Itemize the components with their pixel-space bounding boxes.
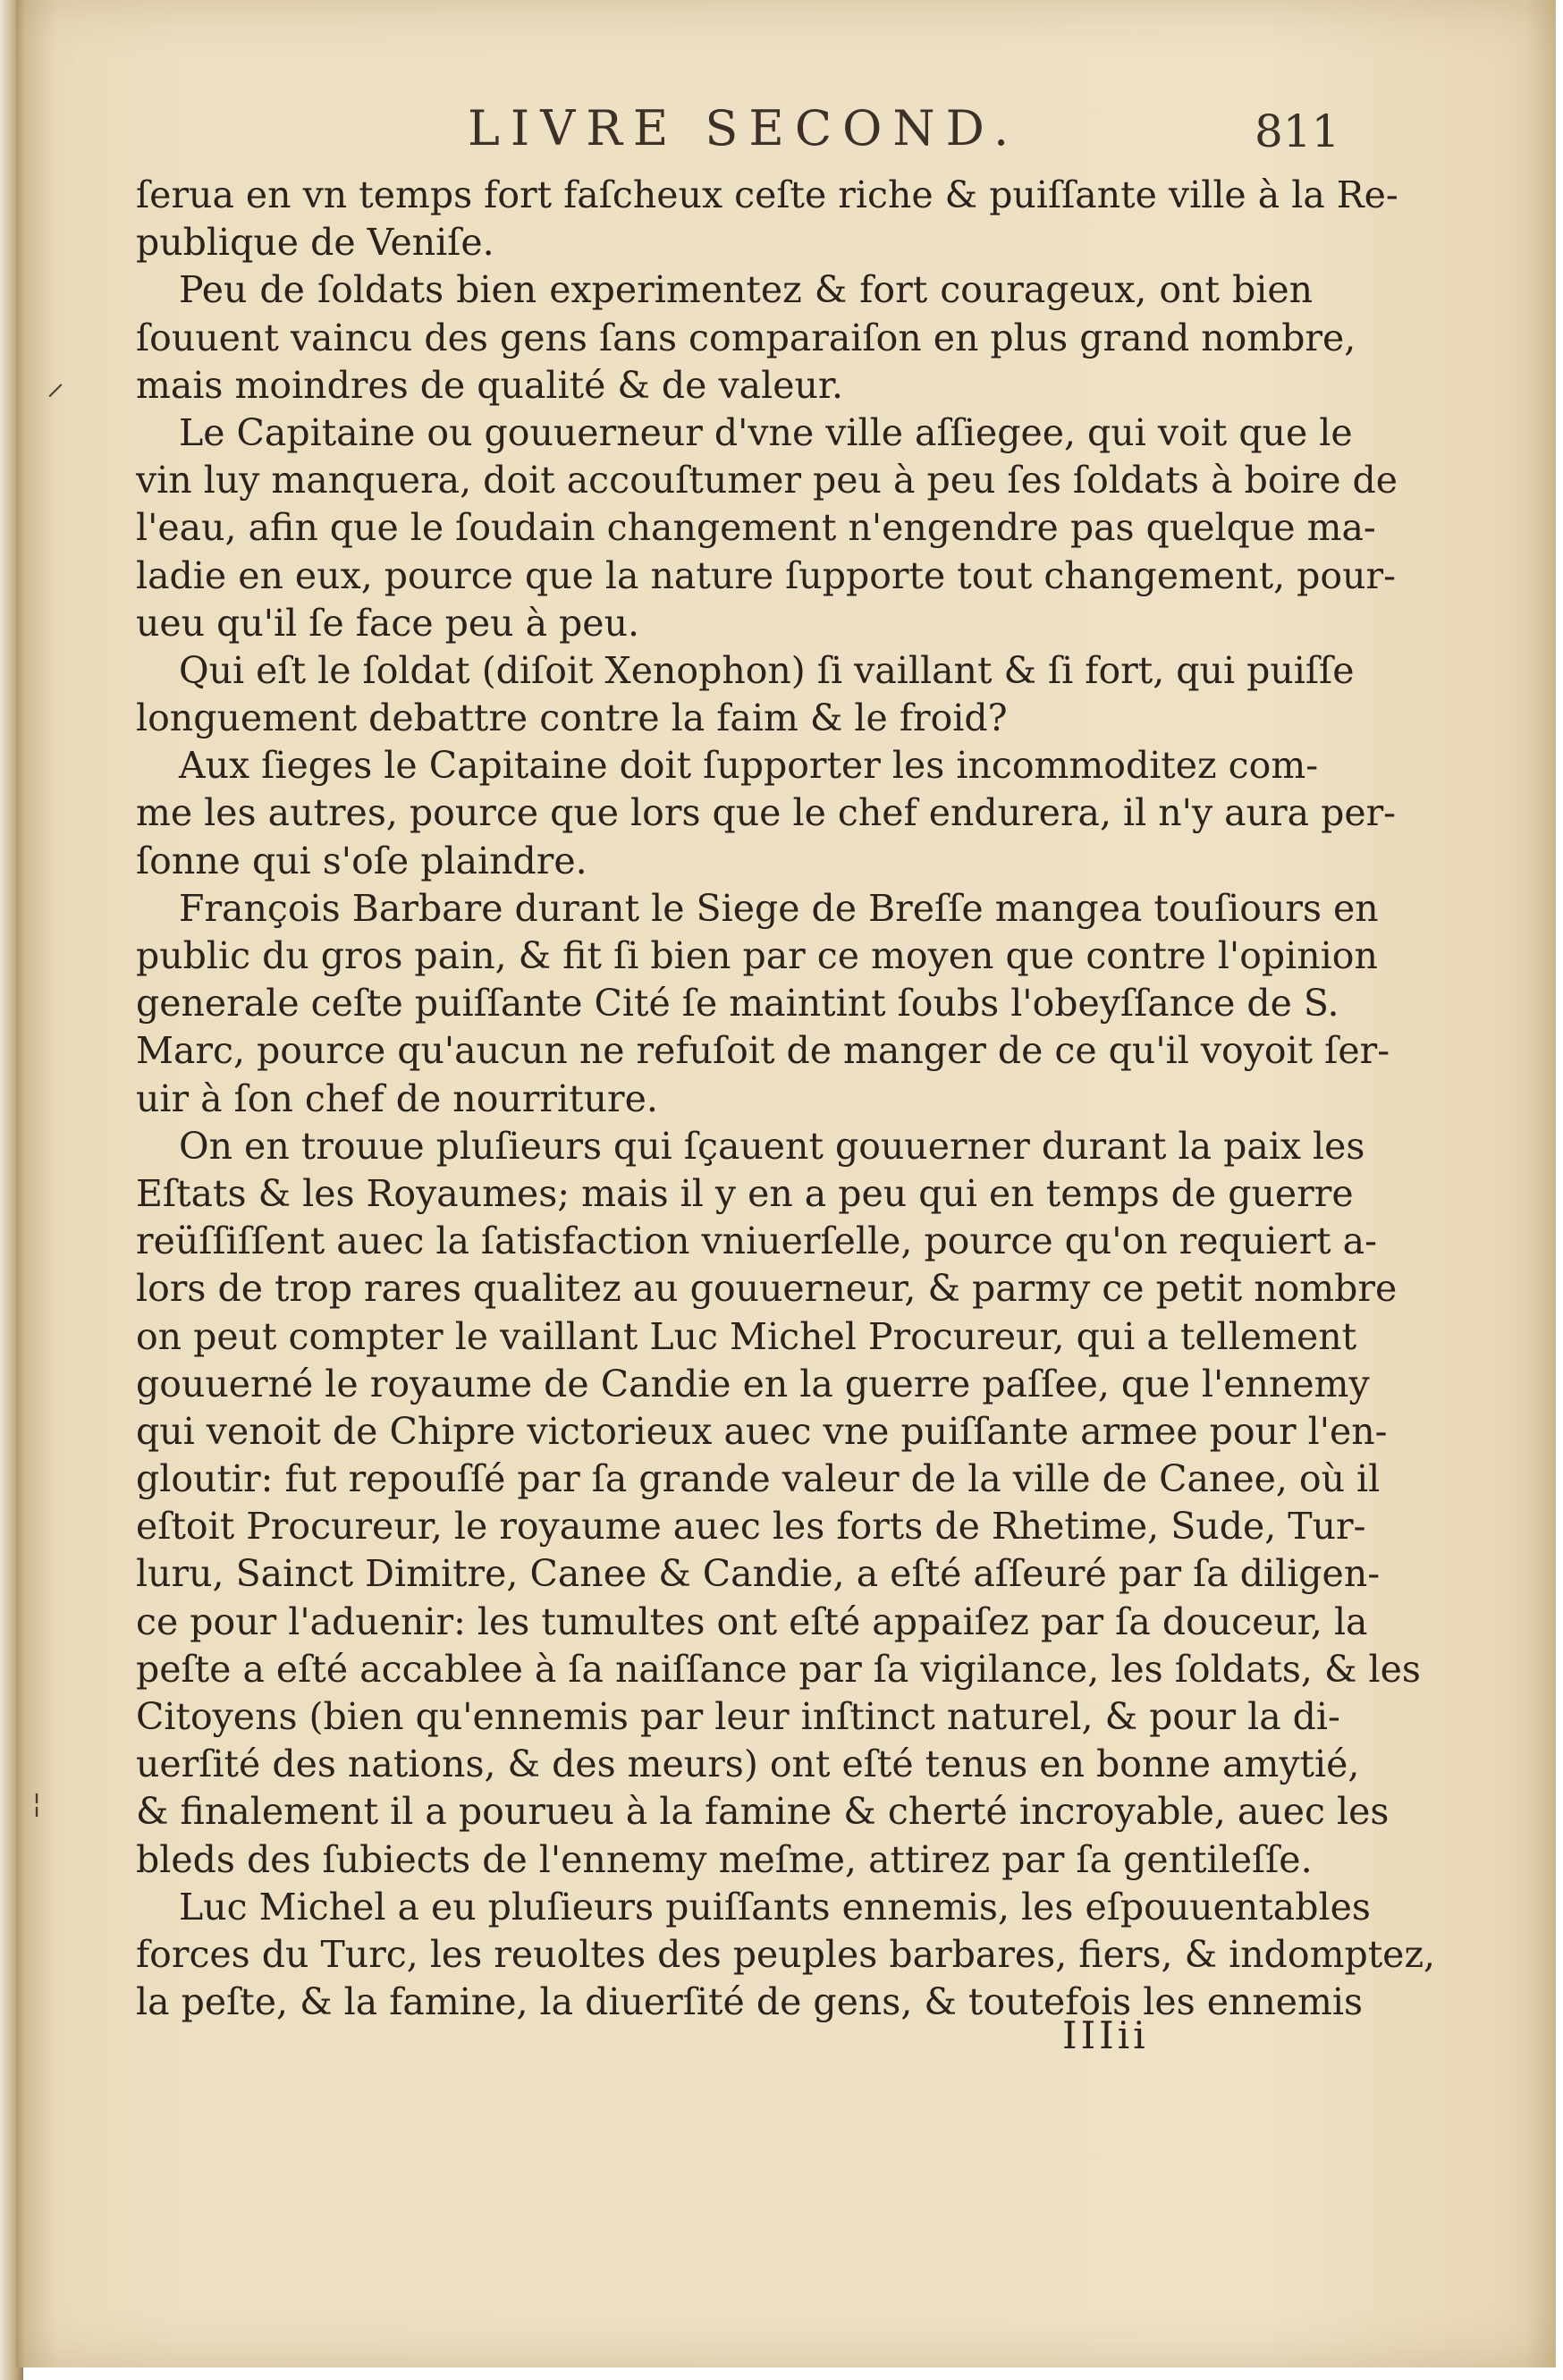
text-line: ueu qu'il ſe face peu à peu. [136, 601, 640, 645]
text-line: Marc, pource qu'aucun ne refuſoit de manger de ce qu'il voyoit ſer- [136, 1029, 1390, 1073]
signature-mark: IIIii [1062, 2013, 1149, 2057]
text-line: bleds des ſubiects de l'ennemy meſme, attirez par ſa gentileſſe. [136, 1837, 1313, 1881]
text-line: & finalement il a pourueu à la famine & cherté incroyable, auec les [136, 1790, 1390, 1834]
text-line: vin luy manquera, doit accouſtumer peu à peu ſes ſoldats à boire de [136, 459, 1398, 502]
margin-mark-icon: ⸝ [46, 362, 64, 403]
text-line: public du gros pain, & fit ſi bien par ce moyen que contre l'opinion [136, 934, 1378, 977]
text-line: reüſſiſſent auec la ſatisfaction vniuerſelle, pource qu'on requiert a- [136, 1220, 1377, 1263]
text-line: Peu de ſoldats bien experimentez & fort courageux, ont bien [179, 268, 1313, 312]
text-line: me les autres, pource que lors que le chef endurera, il n'y aura per- [136, 791, 1397, 835]
text-line: Eſtats & les Royaumes; mais il y en a peu qui en temps de guerre [136, 1171, 1354, 1215]
text-line: Aux ſieges le Capitaine doit ſupporter les incommoditez com- [179, 744, 1319, 788]
text-line: ſouuent vaincu des gens ſans comparaiſon en plus grand nombre, [136, 316, 1356, 359]
text-line: generale ceſte puiſſante Cité ſe maintint ſoubs l'obeyſſance de S. [136, 982, 1339, 1025]
page-number: 811 [1255, 105, 1340, 157]
text-line: uerſité des nations, & des meurs) ont eſté tenus en bonne amytié, [136, 1743, 1360, 1786]
text-line: qui venoit de Chipre victorieux auec vne puiſſante armee pour l'en- [136, 1409, 1388, 1453]
text-line: luru, Sainct Dimitre, Canee & Candie, a eſté aſſeuré par ſa diligen- [136, 1552, 1381, 1596]
text-line: Luc Michel a eu pluſieurs puiſſants ennemis, les eſpouuentables [179, 1885, 1371, 1928]
text-line: la peſte, & la famine, la diuerſité de gens, & toutefois les ennemis [136, 1980, 1364, 2024]
text-line: On en trouue pluſieurs qui ſçauent gouuerner durant la paix les [179, 1124, 1365, 1168]
text-line: François Barbare durant le Siege de Breſſe mangea touſiours en [179, 886, 1379, 930]
body-text [136, 172, 1436, 2026]
text-line: gouuerné le royaume de Candie en la guerre paſſee, que l'ennemy [136, 1362, 1370, 1405]
text-line: uir à ſon chef de nourriture. [136, 1076, 658, 1120]
scanned-page [16, 0, 1556, 2367]
text-line: gloutir: fut repouſſé par ſa grande valeur de la ville de Canee, où il [136, 1457, 1381, 1501]
running-title: LIVRE SECOND. [468, 100, 1020, 156]
text-line: on peut compter le vaillant Luc Michel Procureur, qui a tellement [136, 1314, 1357, 1358]
text-line: ſonne qui s'oſe plaindre. [136, 839, 587, 882]
text-line: eſtoit Procureur, le royaume auec les forts de Rhetime, Sude, Tur- [136, 1505, 1366, 1549]
text-line: lors de trop rares qualitez au gouuerneur, & parmy ce petit nombre [136, 1267, 1398, 1311]
text-line: ladie en eux, pource que la nature ſupporte tout changement, pour- [136, 553, 1396, 597]
text-line: ſerua en vn temps fort faſcheux ceſte riche & puiſſante ville à la Re- [136, 173, 1398, 216]
text-line: Qui eſt le ſoldat (diſoit Xenophon) ſi vaillant & ſi fort, qui puiſſe [179, 648, 1355, 692]
text-line: publique de Veniſe. [136, 221, 494, 265]
text-line: peſte a eſté accablee à ſa naiſſance par ſa vigilance, les ſoldats, & les [136, 1647, 1421, 1691]
text-line: Le Capitaine ou gouuerneur d'vne ville aſſiegee, qui voit que le [179, 410, 1353, 454]
text-line: ce pour l'aduenir: les tumultes ont eſté appaiſez par ſa douceur, la [136, 1599, 1368, 1643]
text-line: mais moindres de qualité & de valeur. [136, 363, 843, 407]
text-line: l'eau, afin que le ſoudain changement n'engendre pas quelque ma- [136, 506, 1376, 550]
text-line: longuement debattre contre la faim & le froid? [136, 696, 1008, 740]
text-line: forces du Turc, les reuoltes des peuples barbares, fiers, & indomptez, [136, 1932, 1436, 1976]
running-head [16, 100, 1556, 163]
margin-mark-icon: ¦ [32, 1788, 42, 1819]
text-line: Citoyens (bien qu'ennemis par leur inſtinct naturel, & pour la di- [136, 1695, 1340, 1738]
